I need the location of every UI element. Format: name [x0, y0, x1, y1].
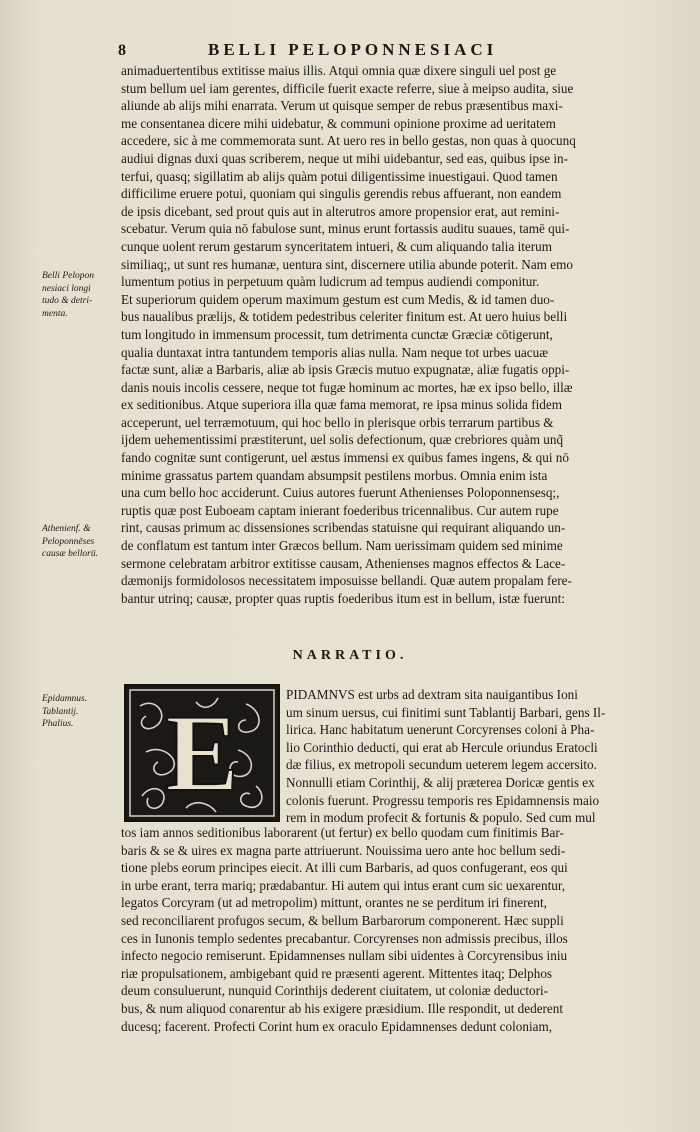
text-line: Et superiorum quidem operum maximum gestum est cum Medis, & id tamen duo- — [121, 291, 555, 307]
text-line: lio Corinthio deducti, qui erat ab Hercule oriundus Eratocli — [286, 739, 598, 755]
text-line: factæ sunt, aliæ a Barbaris, aliæ ab ipsis Græcis mutuo expugnatæ, aliæ fugatis oppi- — [121, 362, 570, 378]
text-line: ces in Iunonis templo sedentes precabantur. Corcyrenses non admissis precibus, illos — [121, 930, 568, 946]
text-line: ijdem uehementissimi præstiterunt, uel solis defectionum, quæ crebriores quàm unq̃ — [121, 432, 564, 448]
text-line: una cum bello hoc acciderunt. Cuius autores fuerunt Athenienses Poloponnensesq;, — [121, 485, 560, 501]
margin-note-line: menta. — [42, 308, 68, 319]
text-line: terfui, quasq; sigillatim ab alijs quàm potui diligentissime inuestigaui. Quod tamen — [121, 168, 558, 184]
text-line: animaduertentibus extitisse maius illis. Atqui omnia quæ dixere singuli uel post ge — [121, 63, 557, 78]
text-line: tos iam annos seditionibus laborarent (ut fertur) ex bello quodam cum finitimis Bar- — [121, 825, 564, 840]
text-line: lumentum potius in perpetuum quàm ludicrum ad tempus audiendi componitur. — [121, 274, 540, 290]
text-line: scebatur. Verum quia nō fabulose sunt, minus erunt fortassis auditu suaues, tamē qui- — [121, 221, 570, 237]
text-line: ducesq; facerent. Profecti Corint hum ex oraculo Epidamnenses dedunt coloniam, — [121, 1018, 553, 1034]
text-line: dæmonijs formidolosos necessitatem imposuisse bellandi. Quæ autem propalam fere- — [121, 573, 572, 589]
margin-note-line: tudo & detri- — [42, 296, 93, 306]
body-text-block-3 — [121, 824, 679, 1035]
margin-note-line: Phalius. — [42, 719, 74, 729]
text-line: danis nouis incolis cessere, neque tot fugæ hominum ac mortes, hæ ex ipso bello, illæ — [121, 379, 573, 395]
text-line: rem in modum profecit & fortunis & populo. Sed cum mul — [286, 810, 596, 826]
text-line: bus, & num aliquod conarentur ab his exigere præsidium. Ille respondit, ut dederent — [121, 1000, 564, 1016]
text-line: bus naualibus prælijs, & totidem pedestribus celeriter finitum est. At uero huius belli — [121, 309, 568, 325]
text-line: riæ propulsationem, ambigebant quid re præsenti agerent. Mittentes itaq; Delphos — [121, 965, 553, 981]
text-line: tum longitudo in immensum processit, tum detrimenta cunctæ Græciæ cōtigerunt, — [121, 326, 553, 342]
text-line: dæ filius, ex metropoli secundum ueterem legem accersito. — [286, 757, 597, 773]
text-line: bantur utrinq; causæ, propter quas ruptis foederibus itum est in bellum, istæ fuerunt: — [121, 590, 565, 606]
text-line: qualia duntaxat intra tantundem temporis alias nulla. Nam neque tot urbes uacuæ — [121, 344, 549, 360]
drop-cap-ornament-icon — [126, 686, 278, 820]
text-line: minime grassatus partem quandam absumpsit pestilens morbus. Omnia enim ista — [121, 467, 548, 483]
text-line: lirica. Hanc habitatum uenerunt Corcyrenses coloni à Pha- — [286, 722, 595, 738]
text-line: baris & se & uires ex magna parte attriuerunt. Nouissima uero ante hoc bellum sedi- — [121, 842, 566, 858]
text-line: rint, causas primum ac dissensiones scribendas statuisne qui requirant aliquando un- — [121, 520, 566, 536]
margin-note-line: Belli Pelopon — [42, 271, 94, 281]
margin-note-line: causæ bellorū. — [42, 549, 98, 559]
margin-note-belli-peloponnesiaci — [42, 270, 122, 320]
text-line: fando cognitæ sunt contigerunt, uel æstus immensi ex quibus fames ingens, & qui nō — [121, 450, 569, 466]
text-line: PIDAMNVS est urbs ad dextram sita nauigantibus Ioni — [286, 687, 578, 702]
text-line: acceperunt, uel terræmotuum, qui hoc bello in plerisque orbis terrarum partibus & — [121, 414, 554, 430]
text-line: Nonnulli etiam Corinthij, & alij præterea Doricæ gentis ex — [286, 774, 595, 790]
text-line: ex seditionibus. Atque superiora illa quæ fama memorat, re ipsa minus solida fidem — [121, 397, 562, 413]
text-line: stum bellum uel iam gerentes, difficile fuerit exacte referre, siue à meipso audita, siue — [121, 80, 574, 96]
margin-note-line: Epidamnus. — [42, 694, 88, 704]
text-line: de ipsis dicebant, sed prout quis aut in alterutros amore propensior erat, aut remini- — [121, 203, 560, 219]
drop-cap-letter: E — [165, 692, 239, 814]
body-text-block-1 — [121, 62, 679, 607]
section-heading-narratio: NARRATIO. — [292, 648, 408, 663]
text-line: aliunde ab alijs mihi enarrata. Verum ut quisque semper de rebus præsentibus maxi- — [121, 98, 563, 114]
text-line: colonis fuerunt. Progressu temporis res Epidamnensis maio — [286, 792, 600, 808]
margin-note-line: nesiaci longi — [42, 283, 91, 294]
ornamental-drop-cap — [124, 684, 280, 822]
margin-note-causae-bellorum — [42, 523, 122, 561]
margin-note-line: Peloponnēses — [42, 536, 95, 547]
text-line: ruptis quæ post Euboeam captam inierant foederibus tricennalibus. Cur autem rupe — [121, 502, 559, 518]
text-line: audiui dignas duxi quas scriberem, neque ut mihi uidebantur, sed eas, quibus ipse in- — [121, 150, 569, 166]
margin-note-epidamnus — [42, 693, 122, 731]
text-line: me consentanea dicere mihi uidebatur, & communi opinione proxime ad ueritatem — [121, 115, 556, 131]
text-line: cunque uolent rerum gestarum synceritatem intueri, & cum aliquando talia iterum — [121, 238, 553, 254]
text-line: infecto negocio remiserunt. Epidamnenses nullam sibi uidentes à Corcyrensibus iniu — [121, 948, 568, 964]
text-line: sed reconciliarent profugos secum, & bellum Barbarorum componerent. Hæc suppli — [121, 912, 564, 928]
page-number: 8 — [118, 42, 126, 59]
text-line: de conflatum est tantum inter Græcos bellum. Nam uerissimam quidem sed minime — [121, 538, 563, 554]
margin-note-line: Tablantij. — [42, 706, 79, 717]
body-text-block-2 — [286, 686, 680, 827]
text-line: accedere, sic à me commemorata sunt. At uero res in bello gestas, non quas à quocunq — [121, 133, 576, 149]
text-line: sermone celebratam arbitror extitisse causam, Athenienses magnos effectos & Lace- — [121, 555, 566, 571]
text-line: difficilime eruere potui, quoniam qui singulis gerendis rebus affuerant, non eandem — [121, 186, 562, 202]
text-line: tione plebs eorum principes eiecit. At illi cum Barbaris, ad quos confugerant, eos qui — [121, 860, 568, 876]
text-line: legatos Corcyram (ut ad metropolim) mittunt, orantes ne se perditum iri finerent, — [121, 895, 547, 911]
text-line: deum consuluerunt, nunquid Corinthijs dederent ciuitatem, ut coloniæ deductori- — [121, 983, 549, 999]
margin-note-line: Athenienf. & — [42, 524, 91, 534]
text-line: um sinum uersus, cui finitimi sunt Tablantij Barbari, gens Il- — [286, 704, 606, 720]
text-line: similiaq;, ut sunt res humanæ, uentura sint, discernere utilia abunde poterit. Nam emo — [121, 256, 573, 272]
running-title: BELLI PELOPONNESIACI — [208, 40, 498, 59]
text-line: in urbe erant, terra mariq; prædabantur. Hi autem qui intus erant cum sic uexarentur, — [121, 877, 566, 893]
